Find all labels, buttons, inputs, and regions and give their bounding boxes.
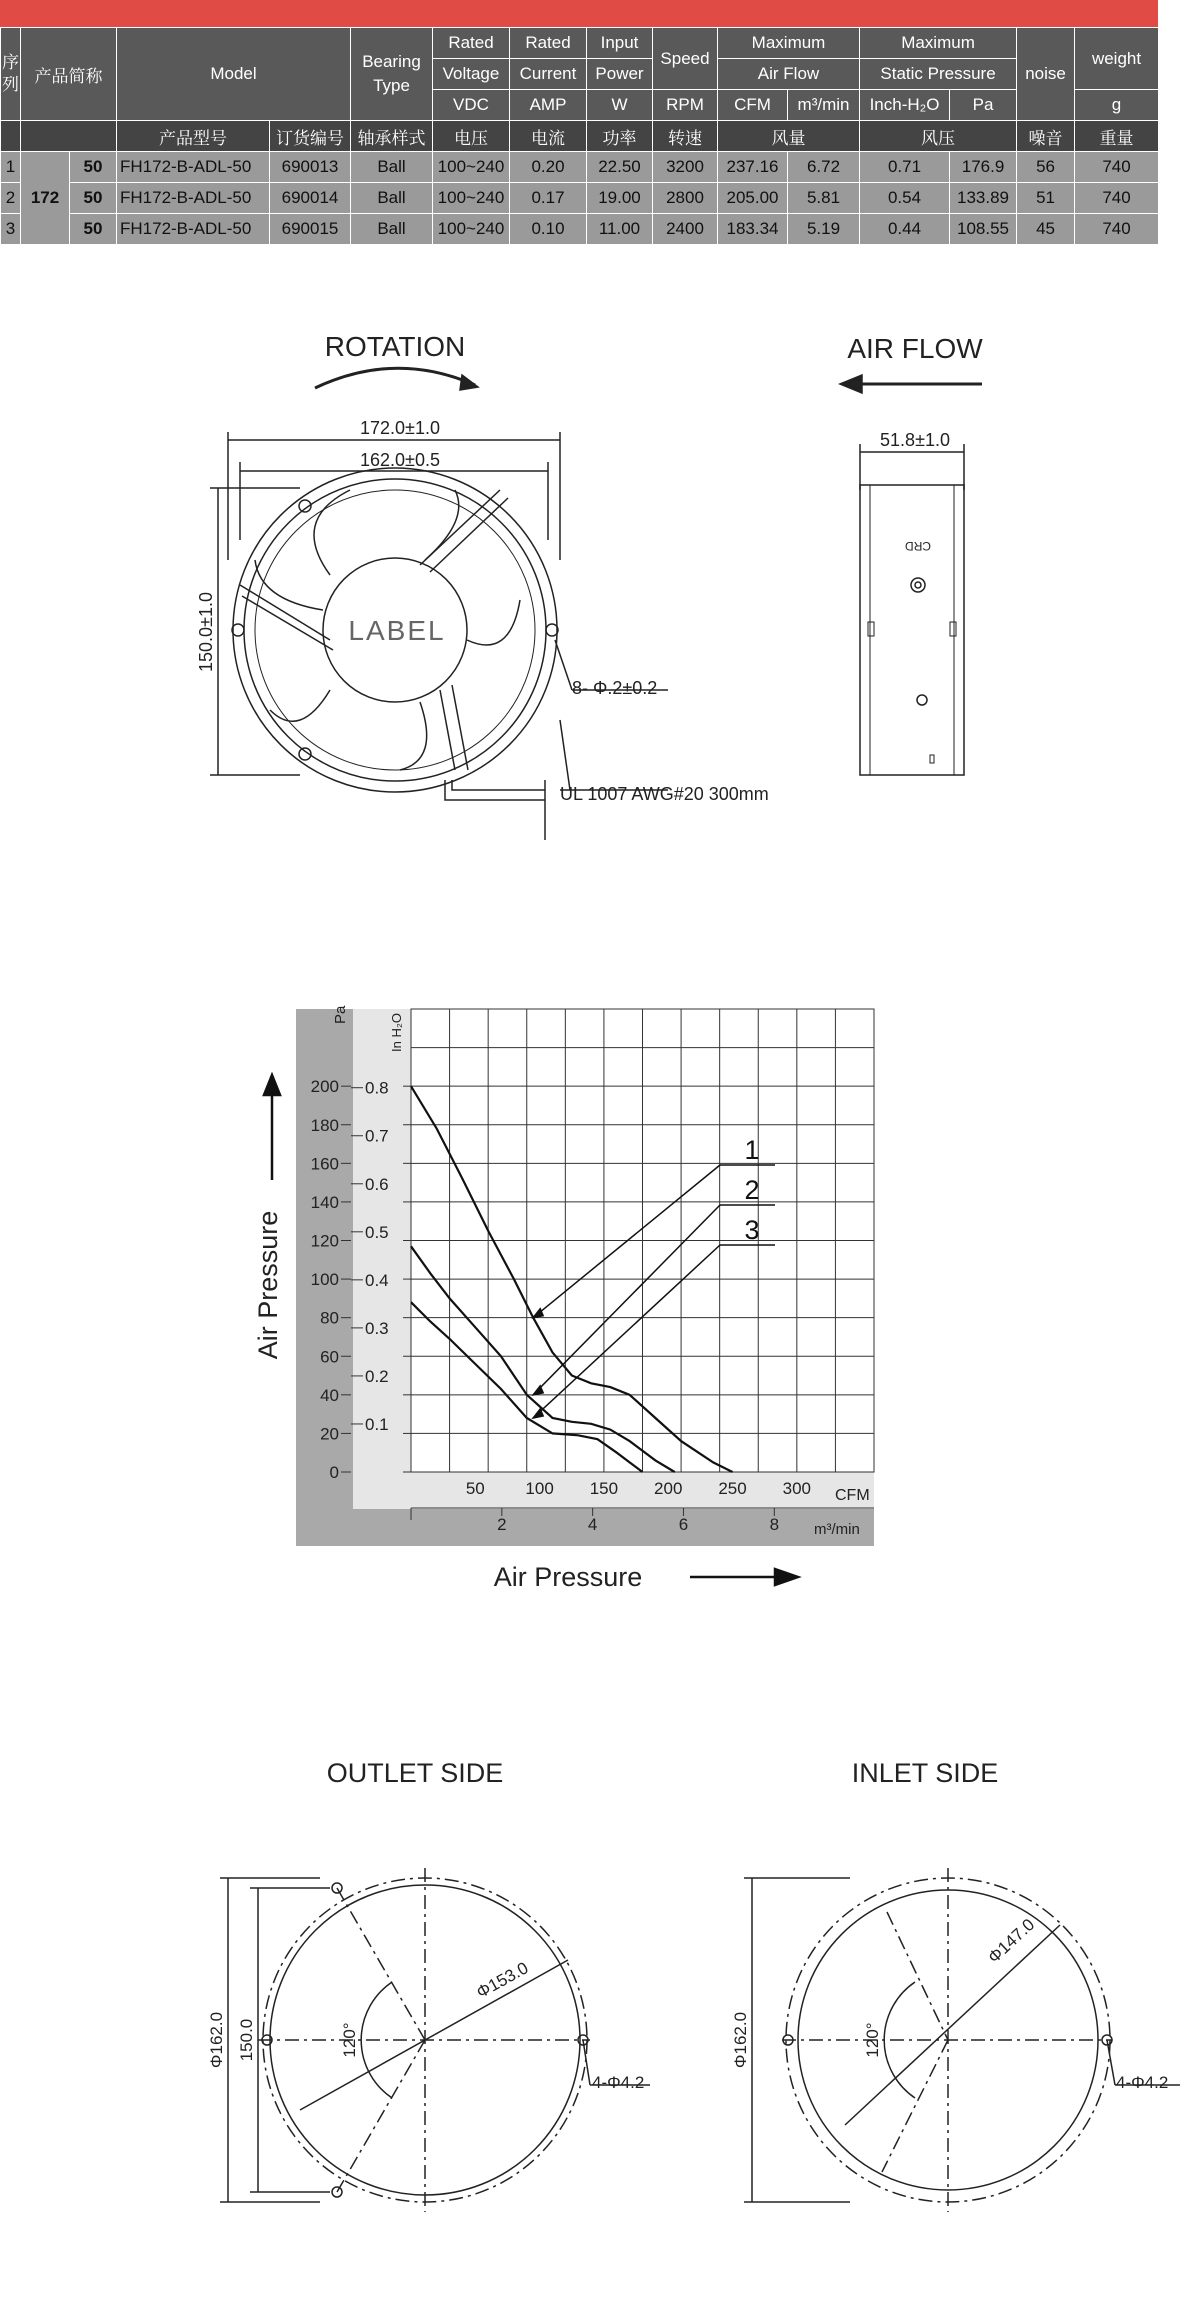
dim-depth-label: 51.8±1.0 bbox=[880, 430, 950, 450]
cell-speed: 2800 bbox=[653, 183, 718, 214]
cell-seq: 1 bbox=[1, 152, 21, 183]
outlet-outer-dia: Φ162.0 bbox=[207, 2011, 226, 2069]
x2-tick-label: 4 bbox=[587, 1515, 598, 1534]
spec-table bbox=[0, 27, 1159, 245]
dim-inner-label: 162.0±0.5 bbox=[360, 450, 440, 470]
header-current: Current bbox=[510, 59, 587, 90]
cell-pa: 133.89 bbox=[950, 183, 1017, 214]
side-mark-label: CRD bbox=[905, 539, 931, 553]
cell-current: 0.17 bbox=[510, 183, 587, 214]
header-cn-noise: 噪音 bbox=[1017, 121, 1075, 152]
x-axis-arrowhead bbox=[775, 1569, 798, 1585]
y2-tick-label: 0.8 bbox=[365, 1078, 389, 1098]
cell-bearing: Ball bbox=[351, 183, 433, 214]
y2-tick-label: 0.1 bbox=[365, 1414, 389, 1434]
cell-current: 0.10 bbox=[510, 214, 587, 245]
performance-chart bbox=[0, 1000, 1200, 1620]
x2-tick-label: 2 bbox=[497, 1515, 507, 1534]
x-tick-label: 250 bbox=[718, 1479, 747, 1498]
y-tick-label: 140 bbox=[310, 1192, 339, 1212]
outlet-title: OUTLET SIDE bbox=[326, 1758, 504, 1788]
rotation-label: ROTATION bbox=[324, 331, 466, 362]
cell-order: 690015 bbox=[270, 214, 351, 245]
x-tick-label: 300 bbox=[782, 1479, 812, 1498]
x-tick-label: 100 bbox=[525, 1479, 554, 1498]
outlet-dia-label: Φ153.0 bbox=[473, 1958, 532, 2003]
x-tick-label: 50 bbox=[465, 1479, 485, 1498]
fan-dimension-drawing bbox=[0, 310, 1200, 870]
x2-tick-label: 6 bbox=[678, 1515, 689, 1534]
inlet-holes: 4-Φ4.2 bbox=[1116, 2073, 1169, 2092]
inlet-view bbox=[744, 1868, 1180, 2212]
series-3-label: 3 bbox=[744, 1215, 760, 1245]
header-airflow: Air Flow bbox=[718, 59, 860, 90]
x-tick-label: 150 bbox=[589, 1479, 619, 1498]
header-input: Input bbox=[587, 28, 653, 59]
dim-outer-label: 172.0±1.0 bbox=[360, 418, 440, 438]
unit-cfm: CFM bbox=[718, 90, 788, 121]
cell-bearing: Ball bbox=[351, 152, 433, 183]
cell-noise: 45 bbox=[1017, 214, 1075, 245]
table-row bbox=[1, 214, 1159, 245]
cell-weight: 740 bbox=[1075, 152, 1159, 183]
header-noise: noise bbox=[1017, 28, 1075, 121]
unit-g: g bbox=[1075, 90, 1159, 121]
inlet-dia-label: Φ147.0 bbox=[984, 1914, 1039, 1968]
cell-inch: 0.71 bbox=[860, 152, 950, 183]
cell-voltage: 100~240 bbox=[433, 183, 510, 214]
cell-bearing: Ball bbox=[351, 214, 433, 245]
cell-weight: 740 bbox=[1075, 214, 1159, 245]
cell-weight: 740 bbox=[1075, 183, 1159, 214]
header-cn-model: 产品型号 bbox=[117, 121, 270, 152]
header-speed: Speed bbox=[653, 28, 718, 90]
header-cn-bearing: 轴承样式 bbox=[351, 121, 433, 152]
y2-tick-label: 0.5 bbox=[365, 1222, 389, 1242]
cell-noise: 51 bbox=[1017, 183, 1075, 214]
cell-abbr: 50 bbox=[70, 214, 117, 245]
unit-rpm: RPM bbox=[653, 90, 718, 121]
unit-vdc: VDC bbox=[433, 90, 510, 121]
cell-voltage: 100~240 bbox=[433, 214, 510, 245]
unit-w: W bbox=[587, 90, 653, 121]
header-max-airflow: Maximum bbox=[718, 28, 860, 59]
cell-order: 690013 bbox=[270, 152, 351, 183]
header-bearing: Bearing Type bbox=[351, 28, 433, 121]
y-tick-label: 40 bbox=[320, 1385, 339, 1405]
header-rated-1: Rated bbox=[433, 28, 510, 59]
header-cn-voltage: 电压 bbox=[433, 121, 510, 152]
airflow-arrowhead bbox=[840, 375, 862, 393]
cell-model: FH172-B-ADL-50 bbox=[117, 183, 270, 214]
series-2-label: 2 bbox=[744, 1175, 760, 1205]
header-cn-airflow: 风量 bbox=[718, 121, 860, 152]
cell-pa: 176.9 bbox=[950, 152, 1017, 183]
cell-noise: 56 bbox=[1017, 152, 1075, 183]
outlet-view bbox=[220, 1868, 650, 2212]
rotation-arrow bbox=[315, 368, 475, 388]
dim-height-label: 150.0±1.0 bbox=[196, 592, 216, 672]
cell-speed: 3200 bbox=[653, 152, 718, 183]
cable-label: UL 1007 AWG#20 300mm bbox=[560, 784, 769, 804]
header-abbr: 产品简称 bbox=[21, 28, 117, 121]
cell-abbr: 50 bbox=[70, 152, 117, 183]
y-tick-label: 160 bbox=[310, 1154, 339, 1174]
header-cn-blank-1 bbox=[1, 121, 21, 152]
cell-seq: 2 bbox=[1, 183, 21, 214]
cell-size: 172 bbox=[21, 152, 70, 245]
header-max-pressure: Maximum bbox=[860, 28, 1017, 59]
header-rated-2: Rated bbox=[510, 28, 587, 59]
inlet-outer-dia: Φ162.0 bbox=[731, 2011, 750, 2069]
cell-current: 0.20 bbox=[510, 152, 587, 183]
cell-seq: 3 bbox=[1, 214, 21, 245]
x2-tick-label: 8 bbox=[769, 1515, 780, 1534]
cell-order: 690014 bbox=[270, 183, 351, 214]
unit-inch: Inch-H₂O bbox=[860, 90, 950, 121]
header-cn-order: 订货编号 bbox=[270, 121, 351, 152]
header-cn-pressure: 风压 bbox=[860, 121, 1017, 152]
header-seq: 序列 bbox=[1, 28, 21, 121]
x-tick-label: 200 bbox=[654, 1479, 683, 1498]
cell-m3min: 5.81 bbox=[788, 183, 860, 214]
y-axis-title: Air Pressure bbox=[253, 1210, 283, 1360]
header-cn-blank-2 bbox=[21, 121, 117, 152]
outlet-holes: 4-Φ4.2 bbox=[592, 2073, 645, 2092]
table-row bbox=[1, 152, 1159, 183]
cell-speed: 2400 bbox=[653, 214, 718, 245]
outlet-height: 150.0 bbox=[237, 2018, 256, 2062]
inlet-angle: 120° bbox=[863, 2022, 882, 2058]
y2-tick-label: 0.4 bbox=[365, 1270, 389, 1290]
y-tick-label: 180 bbox=[310, 1115, 339, 1135]
y-unit-label: Pa bbox=[332, 1005, 349, 1024]
x-axis-title: Air Pressure bbox=[493, 1562, 643, 1592]
cell-inch: 0.44 bbox=[860, 214, 950, 245]
y-axis-arrowhead bbox=[264, 1075, 280, 1095]
mount-hole bbox=[546, 624, 558, 636]
airflow-label: AIR FLOW bbox=[847, 333, 983, 364]
fan-side-view bbox=[860, 485, 964, 775]
header-cn-power: 功率 bbox=[587, 121, 653, 152]
cell-model: FH172-B-ADL-50 bbox=[117, 152, 270, 183]
cell-voltage: 100~240 bbox=[433, 152, 510, 183]
cell-power: 11.00 bbox=[587, 214, 653, 245]
header-power: Power bbox=[587, 59, 653, 90]
fan-label: LABEL bbox=[348, 615, 446, 646]
cell-power: 19.00 bbox=[587, 183, 653, 214]
header-voltage: Voltage bbox=[433, 59, 510, 90]
y2-tick-label: 0.6 bbox=[365, 1174, 389, 1194]
cell-cfm: 237.16 bbox=[718, 152, 788, 183]
y2-unit-label: In H₂O bbox=[389, 1013, 404, 1052]
cell-m3min: 6.72 bbox=[788, 152, 860, 183]
header-weight: weight bbox=[1075, 28, 1159, 90]
unit-m3min: m³/min bbox=[788, 90, 860, 121]
y-tick-label: 60 bbox=[320, 1347, 339, 1367]
cell-power: 22.50 bbox=[587, 152, 653, 183]
cell-m3min: 5.19 bbox=[788, 214, 860, 245]
outlet-angle: 120° bbox=[340, 2022, 359, 2058]
header-model: Model bbox=[117, 28, 351, 121]
y-tick-label: 80 bbox=[320, 1308, 339, 1328]
cell-abbr: 50 bbox=[70, 183, 117, 214]
unit-pa: Pa bbox=[950, 90, 1017, 121]
cell-model: FH172-B-ADL-50 bbox=[117, 214, 270, 245]
cell-pa: 108.55 bbox=[950, 214, 1017, 245]
cell-cfm: 205.00 bbox=[718, 183, 788, 214]
x2-unit-label: m³/min bbox=[814, 1521, 860, 1538]
series-1-label: 1 bbox=[744, 1135, 760, 1165]
cell-inch: 0.54 bbox=[860, 183, 950, 214]
x-unit-label: CFM bbox=[835, 1487, 870, 1504]
table-row bbox=[1, 183, 1159, 214]
side-views-drawing bbox=[0, 1730, 1200, 2270]
mount-hole bbox=[232, 624, 244, 636]
y2-tick-label: 0.3 bbox=[365, 1318, 389, 1338]
y-tick-label: 0 bbox=[329, 1463, 339, 1482]
y-tick-label: 100 bbox=[310, 1270, 339, 1290]
header-cn-speed: 转速 bbox=[653, 121, 718, 152]
top-accent-bar bbox=[0, 0, 1158, 27]
y-tick-label: 200 bbox=[310, 1077, 339, 1097]
header-static-pressure: Static Pressure bbox=[860, 59, 1017, 90]
rotation-arrowhead bbox=[460, 375, 478, 390]
y2-tick-label: 0.7 bbox=[365, 1126, 389, 1146]
header-cn-weight: 重量 bbox=[1075, 121, 1159, 152]
inlet-title: INLET SIDE bbox=[851, 1758, 999, 1788]
y-tick-label: 120 bbox=[310, 1231, 339, 1251]
y-tick-label: 20 bbox=[320, 1424, 339, 1444]
y2-tick-label: 0.2 bbox=[365, 1366, 389, 1386]
unit-amp: AMP bbox=[510, 90, 587, 121]
holes-label: 8- Φ.2±0.2 bbox=[572, 678, 658, 698]
header-cn-current: 电流 bbox=[510, 121, 587, 152]
cell-cfm: 183.34 bbox=[718, 214, 788, 245]
